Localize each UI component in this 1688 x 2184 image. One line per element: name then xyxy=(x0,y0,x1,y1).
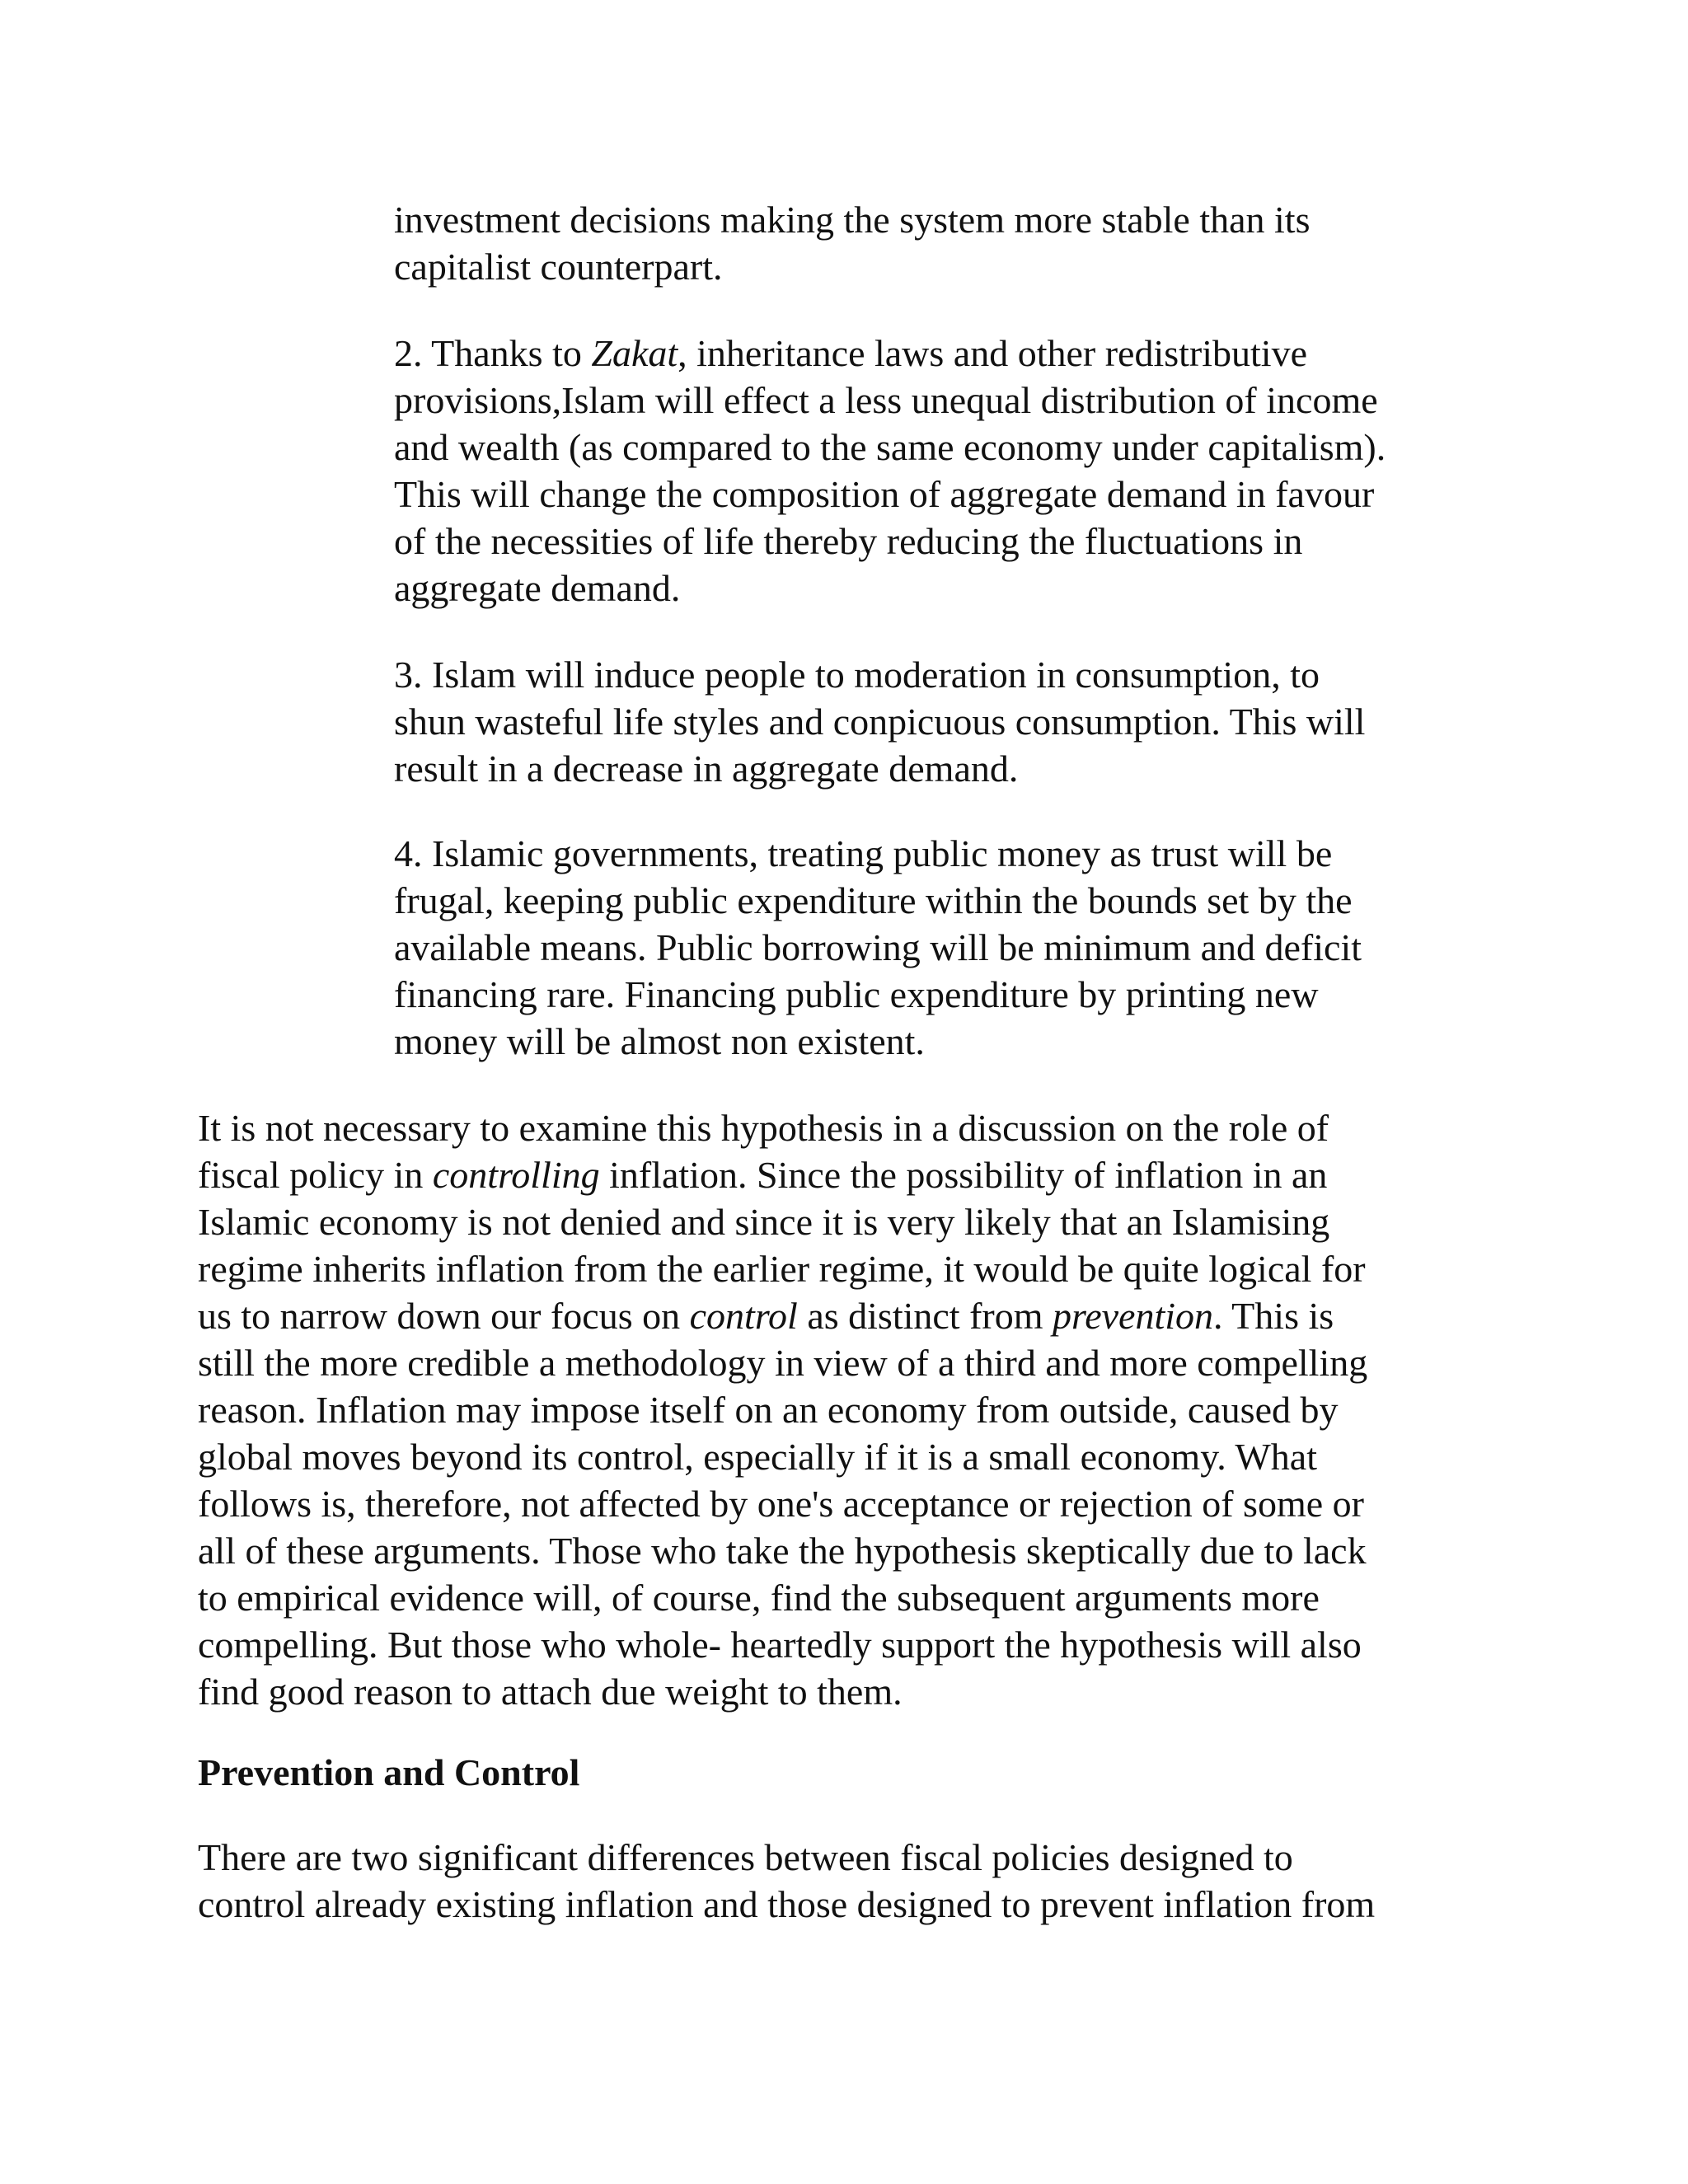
text-line: provisions,Islam will effect a less unequal distribution of income xyxy=(394,379,1378,421)
italic-term-controlling: controlling xyxy=(432,1154,600,1196)
list-item-4 xyxy=(394,830,1564,1065)
text-line: of the necessities of life thereby reducing the fluctuations in xyxy=(394,520,1303,562)
text-line: result in a decrease in aggregate demand. xyxy=(394,748,1019,790)
text-line: It is not necessary to examine this hypothesis in a discussion on the role of xyxy=(198,1107,1329,1149)
text-line: 4. Islamic governments, treating public money as trust will be xyxy=(394,832,1333,874)
text-line: 3. Islam will induce people to moderation in consumption, to xyxy=(394,654,1320,696)
list-item-1-continuation xyxy=(394,196,1564,290)
text-line: global moves beyond its control, especially if it is a small economy. What xyxy=(198,1436,1317,1478)
text-span: fiscal policy in xyxy=(198,1154,433,1196)
text-line: aggregate demand. xyxy=(394,567,681,609)
text-line: all of these arguments. Those who take the hypothesis skeptically due to lack xyxy=(198,1530,1367,1572)
text-line: compelling. But those who whole- heartedly support the hypothesis will also xyxy=(198,1624,1362,1666)
text-line: reason. Inflation may impose itself on an economy from outside, caused by xyxy=(198,1389,1339,1431)
text-span: , inheritance laws and other redistributive xyxy=(678,332,1308,374)
text-line: money will be almost non existent. xyxy=(394,1020,925,1062)
text-line: There are two significant differences between fiscal policies designed to xyxy=(198,1836,1293,1878)
body-paragraph xyxy=(198,1104,1533,1715)
text-span: . This is xyxy=(1213,1295,1334,1337)
italic-term-prevention: prevention xyxy=(1053,1295,1214,1337)
text-line: and wealth (as compared to the same economy under capitalism). xyxy=(394,426,1386,468)
text-line: Islamic economy is not denied and since it is very likely that an Islamising xyxy=(198,1201,1330,1243)
text-line: find good reason to attach due weight to them. xyxy=(198,1671,903,1713)
final-paragraph xyxy=(198,1834,1533,1928)
text-line: This will change the composition of aggregate demand in favour xyxy=(394,473,1375,515)
text-line: capitalist counterpart. xyxy=(394,246,723,288)
italic-term-zakat: Zakat xyxy=(591,332,678,374)
text-line: available means. Public borrowing will be minimum and deficit xyxy=(394,926,1362,968)
section-heading: Prevention and Control xyxy=(198,1751,580,1793)
text-line: still the more credible a methodology in view of a third and more compelling xyxy=(198,1342,1368,1384)
list-item-3 xyxy=(394,651,1564,792)
italic-term-control: control xyxy=(689,1295,798,1337)
text-line xyxy=(198,1292,1533,1339)
text-line xyxy=(198,1151,1533,1198)
text-line: regime inherits inflation from the earlier regime, it would be quite logical for xyxy=(198,1248,1366,1290)
text-line xyxy=(394,330,1564,377)
text-span: as distinct from xyxy=(797,1295,1053,1337)
text-line: investment decisions making the system more stable than its xyxy=(394,199,1311,241)
list-item-2 xyxy=(394,330,1564,612)
text-span: 2. Thanks to xyxy=(394,332,592,374)
text-span: us to narrow down our focus on xyxy=(198,1295,690,1337)
text-line: to empirical evidence will, of course, find the subsequent arguments more xyxy=(198,1577,1320,1619)
text-span: inflation. Since the possibility of inflation in an xyxy=(599,1154,1328,1196)
text-line: follows is, therefore, not affected by one's acceptance or rejection of some or xyxy=(198,1483,1364,1525)
text-line: control already existing inflation and those designed to prevent inflation from xyxy=(198,1883,1376,1925)
text-line: shun wasteful life styles and conpicuous consumption. This will xyxy=(394,701,1366,743)
text-line: frugal, keeping public expenditure within the bounds set by the xyxy=(394,879,1353,921)
text-line: financing rare. Financing public expenditure by printing new xyxy=(394,973,1319,1015)
